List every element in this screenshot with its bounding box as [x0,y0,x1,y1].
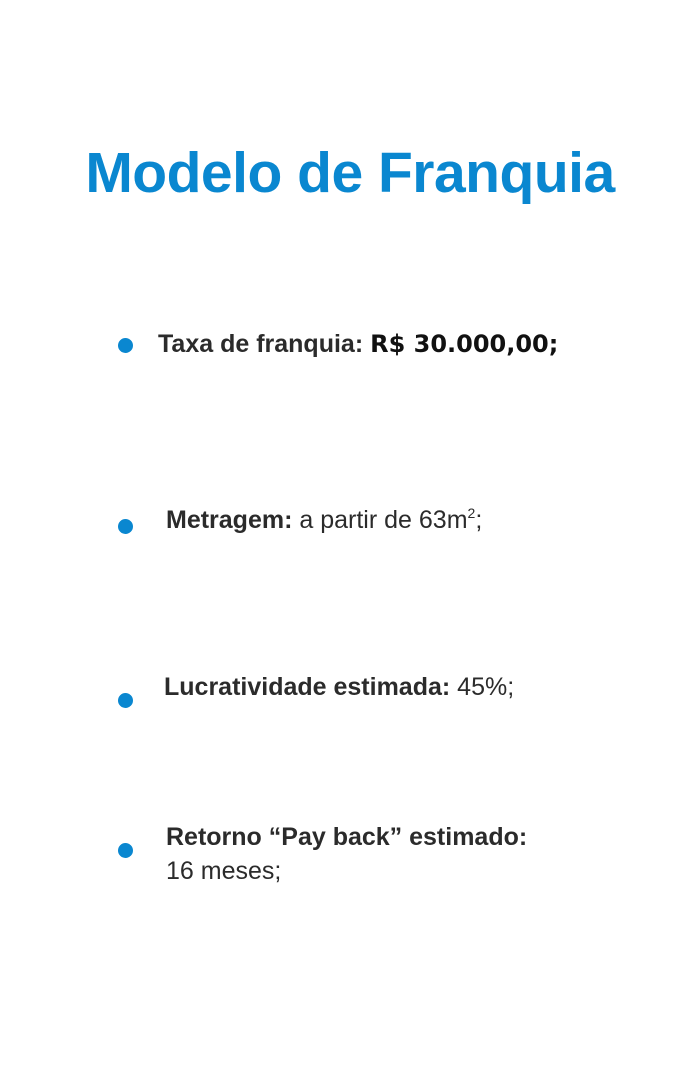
item-label: Taxa de franquia: [158,330,364,358]
item-label: Metragem: [166,506,293,534]
bullet-icon [118,519,133,534]
bullet-icon [118,693,133,708]
bullet-icon [118,338,133,353]
item-label: Retorno “Pay back” estimado: [166,823,528,851]
list-item-retorno [166,820,527,888]
item-value: a partir de 63m [299,506,468,534]
page-title: Modelo de Franquia [85,141,615,205]
item-value: 16 meses; [166,857,282,885]
item-value: 45%; [457,673,515,701]
item-value: R$ 30.000,00; [370,330,559,358]
bullet-icon [118,843,133,858]
list-item-metragem [166,503,482,537]
item-label: Lucratividade estimada: [164,673,451,701]
item-superscript: 2 [467,505,476,521]
list-item-lucratividade [164,670,514,704]
list-item-taxa-franquia [158,327,558,361]
item-suffix: ; [475,506,483,534]
